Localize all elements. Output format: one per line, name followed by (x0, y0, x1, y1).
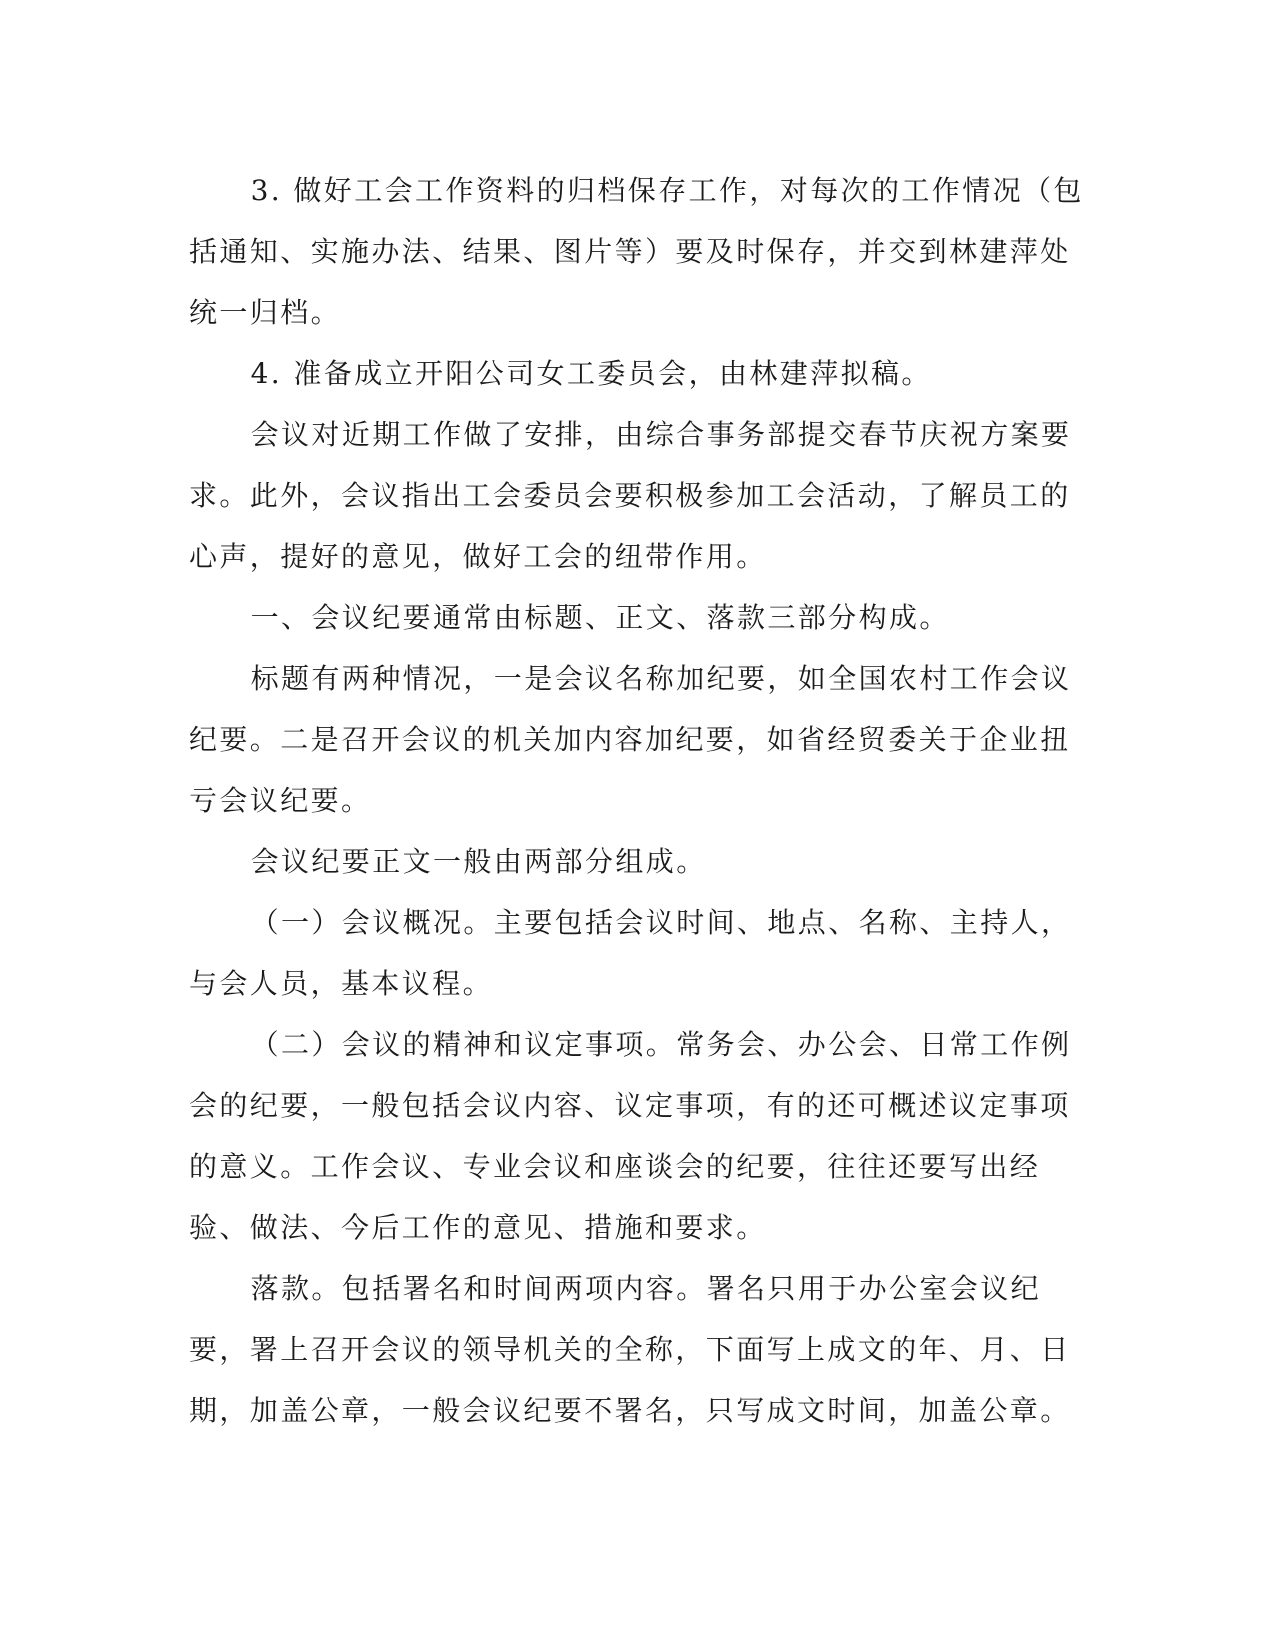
paragraph-overview: （一）会议概况。主要包括会议时间、地点、名称、主持人，与会人员，基本议程。 (189, 906, 1072, 1000)
paragraph-women-committee: 4. 准备成立开阳公司女工委员会，由林建萍拟稿。 (250, 357, 932, 390)
paragraph-title-types: 标题有两种情况，一是会议名称加纪要，如全国农村工作会议纪要。二是召开会议的机关加内容加纪要，如省经贸委关于企业扭亏会议纪要。 (189, 662, 1072, 817)
paragraph-spirit-matters: （二）会议的精神和议定事项。常务会、办公会、日常工作例会的纪要，一般包括会议内容、议定事项，有的还可概述议定事项的意义。工作会议、专业会议和座谈会的纪要，往往还要写出经验、做法、今后工作的意见、措施和要求。 (189, 1028, 1072, 1244)
paragraph-signature: 落款。包括署名和时间两项内容。署名只用于办公室会议纪要，署上召开会议的领导机关的全称，下面写上成文的年、月、日期，加盖公章，一般会议纪要不署名，只写成文时间，加盖公章。 (189, 1272, 1071, 1427)
paragraph-body-parts: 会议纪要正文一般由两部分组成。 (250, 845, 707, 878)
paragraph-archive-work: 3. 做好工会工作资料的归档保存工作，对每次的工作情况（包括通知、实施办法、结果、图片等）要及时保存，并交到林建萍处统一归档。 (189, 174, 1084, 329)
paragraph-recent-work: 会议对近期工作做了安排，由综合事务部提交春节庆祝方案要求。此外，会议指出工会委员会要积极参加工会活动，了解员工的心声，提好的意见，做好工会的纽带作用。 (189, 418, 1072, 573)
document-body (189, 160, 1089, 1441)
paragraph-structure: 一、会议纪要通常由标题、正文、落款三部分构成。 (250, 601, 950, 634)
